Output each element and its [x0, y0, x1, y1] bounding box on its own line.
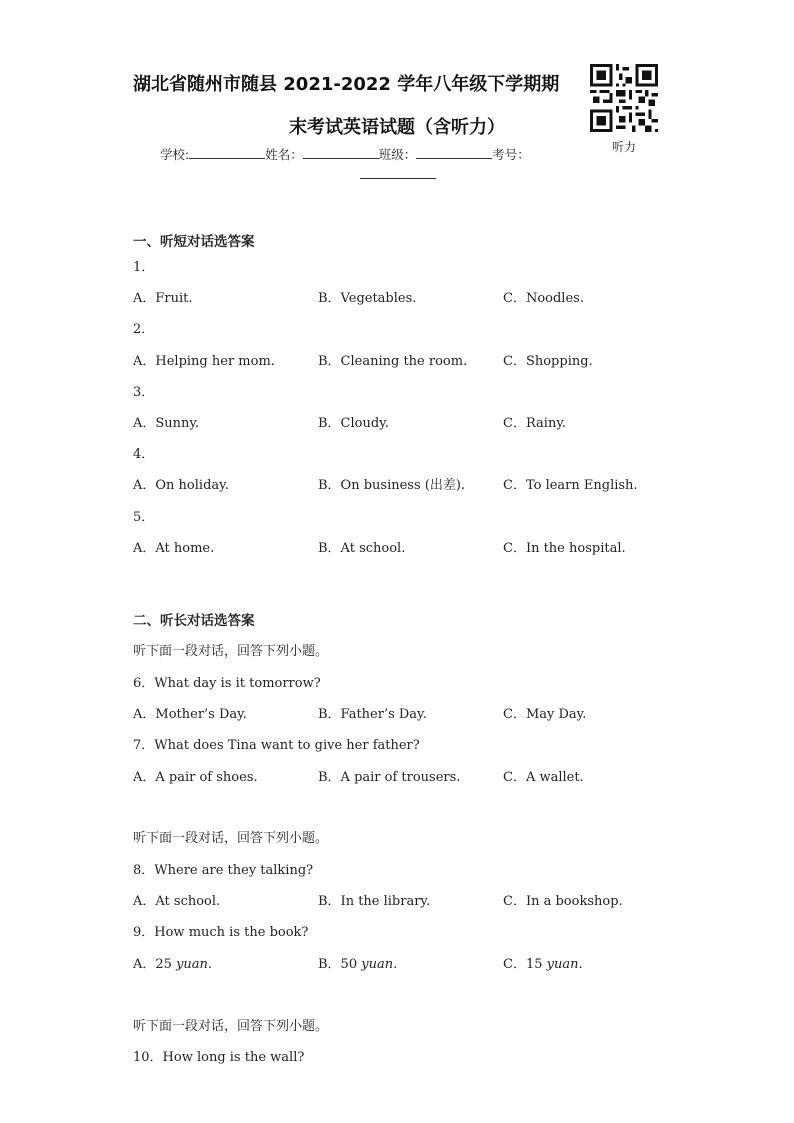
- school-blank[interactable]: [189, 146, 265, 159]
- q2-option-b: B．Cleaning the room.: [318, 354, 468, 369]
- q2-option-c: C．Shopping.: [503, 354, 593, 369]
- document-title-line2: 末考试英语试题（含听力）: [289, 117, 505, 138]
- q1-option-c: C．Noodles.: [503, 291, 584, 306]
- q3-option-a: A．Sunny.: [133, 416, 200, 431]
- q9-text: 9．How much is the book?: [133, 925, 309, 940]
- name-blank[interactable]: [303, 146, 379, 159]
- q6-option-c: C．May Day.: [503, 707, 587, 722]
- q9-option-c-unit: yuan: [546, 957, 579, 972]
- q9-option-c: [503, 953, 583, 972]
- q9-option-c-amount: C．15: [503, 957, 547, 972]
- qr-code-icon: [590, 64, 658, 132]
- dialogue-intro-2: 听下面一段对话，回答下列小题。: [133, 831, 329, 846]
- q9-option-b-dot: .: [393, 957, 398, 972]
- q4-option-c: C．To learn English.: [503, 478, 638, 493]
- school-label: 学校:: [160, 147, 190, 162]
- q5-option-c: C．In the hospital.: [503, 541, 626, 556]
- q4-option-b: B．On business (出差).: [318, 478, 466, 493]
- q1-option-a: A．Fruit.: [133, 291, 193, 306]
- q2-option-a: A．Helping her mom.: [133, 354, 275, 369]
- q9-option-a-unit: yuan: [176, 957, 208, 972]
- dialogue-intro-3: 听下面一段对话，回答下列小题。: [133, 1019, 329, 1034]
- q3-number: 3．: [133, 385, 155, 400]
- q2-number: 2．: [133, 322, 155, 337]
- name-label: 姓名：: [265, 147, 303, 162]
- q9-option-b-unit: yuan: [361, 957, 394, 972]
- class-blank[interactable]: [416, 146, 492, 159]
- q9-option-b-amount: B．50: [318, 957, 362, 972]
- section1-heading: 一、听短对话选答案: [133, 234, 255, 250]
- section2-heading: 二、听长对话选答案: [133, 613, 255, 629]
- q9-option-a: [133, 953, 212, 972]
- q8-option-b: B．In the library.: [318, 894, 431, 909]
- q7-option-b: B．A pair of trousers.: [318, 770, 461, 785]
- q9-option-a-amount: A．25: [133, 957, 177, 972]
- q6-text: 6．What day is it tomorrow?: [133, 676, 321, 691]
- q5-option-b: B．At school.: [318, 541, 406, 556]
- number-blank[interactable]: [360, 166, 436, 179]
- q7-option-c: C．A wallet.: [503, 770, 584, 785]
- q10-text: 10．How long is the wall?: [133, 1050, 305, 1065]
- dialogue-intro-1: 听下面一段对话，回答下列小题。: [133, 644, 329, 659]
- student-info-row: [160, 145, 530, 163]
- q7-text: 7．What does Tina want to give her father?: [133, 738, 420, 753]
- document-title-line1: 湖北省随州市随县 2021-2022 学年八年级下学期期: [133, 74, 560, 95]
- q4-number: 4．: [133, 447, 155, 462]
- qr-label: 听力: [611, 140, 636, 154]
- q9-option-b: [318, 953, 397, 972]
- q8-option-a: A．At school.: [133, 894, 221, 909]
- q3-option-c: C．Rainy.: [503, 416, 567, 431]
- q1-number: 1．: [133, 260, 155, 275]
- q5-number: 5．: [133, 510, 155, 525]
- class-label: 班级：: [378, 147, 417, 162]
- q6-option-a: A．Mother’s Day.: [133, 707, 247, 722]
- q9-option-c-dot: .: [578, 957, 583, 972]
- q4-option-a: A．On holiday.: [133, 478, 229, 493]
- q5-option-a: A．At home.: [133, 541, 215, 556]
- q8-option-c: C．In a bookshop.: [503, 894, 623, 909]
- q9-option-a-dot: .: [207, 957, 213, 972]
- q3-option-b: B．Cloudy.: [318, 416, 389, 431]
- q1-option-b: B．Vegetables.: [318, 291, 417, 306]
- number-label: 考号：: [492, 147, 530, 162]
- q7-option-a: A．A pair of shoes.: [133, 770, 258, 785]
- q6-option-b: B．Father’s Day.: [318, 707, 427, 722]
- q8-text: 8．Where are they talking?: [133, 863, 314, 878]
